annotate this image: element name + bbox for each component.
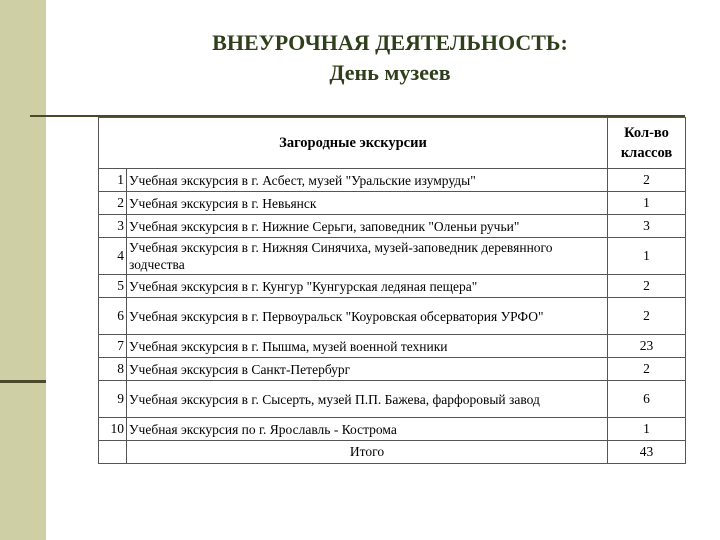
row-class-count: 2 [608, 169, 686, 192]
table-header-row [99, 118, 686, 169]
row-class-count: 2 [608, 358, 686, 381]
row-excursion-name: Учебная экскурсия в г. Пышма, музей военной техники [127, 335, 608, 358]
row-class-count: 3 [608, 215, 686, 238]
slide-title-line1: ВНЕУРОЧНАЯ ДЕЯТЕЛЬНОСТЬ: [212, 30, 568, 55]
row-excursion-name: Учебная экскурсия в Санкт-Петербург [127, 358, 608, 381]
row-class-count: 23 [608, 335, 686, 358]
header-excursions: Загородные экскурсии [99, 118, 608, 169]
row-number: 3 [99, 215, 127, 238]
total-value: 43 [608, 441, 686, 464]
table-total-row [99, 441, 686, 464]
row-excursion-name: Учебная экскурсия в г. Нижние Серьги, заповедник "Оленьи ручьи" [127, 215, 608, 238]
table-row [99, 335, 686, 358]
row-class-count: 2 [608, 275, 686, 298]
header-count-line2: классов [620, 145, 673, 161]
row-excursion-name: Учебная экскурсия в г. Сысерть, музей П.П. Бажева, фарфоровый завод [127, 381, 608, 418]
row-class-count: 1 [608, 192, 686, 215]
row-number: 4 [99, 238, 127, 275]
table-row [99, 418, 686, 441]
row-number: 2 [99, 192, 127, 215]
row-class-count: 1 [608, 418, 686, 441]
table-row [99, 298, 686, 335]
table-row [99, 169, 686, 192]
row-number: 7 [99, 335, 127, 358]
excursions-table [98, 117, 686, 464]
row-number: 5 [99, 275, 127, 298]
row-class-count: 1 [608, 238, 686, 275]
slide-title [60, 28, 720, 88]
table-row [99, 381, 686, 418]
row-number: 6 [99, 298, 127, 335]
row-excursion-name: Учебная экскурсия в г. Первоуральск "Коуровская обсерватория УРФО" [127, 298, 608, 335]
total-empty-cell [99, 441, 127, 464]
table-row [99, 275, 686, 298]
row-excursion-name: Учебная экскурсия в г. Нижняя Синячиха, музей-заповедник деревянного зодчества [127, 238, 608, 275]
table-row [99, 358, 686, 381]
table-row [99, 238, 686, 275]
total-label: Итого [127, 441, 608, 464]
row-class-count: 6 [608, 381, 686, 418]
row-number: 8 [99, 358, 127, 381]
header-count-line1: Кол-во [624, 125, 669, 141]
side-decoration-line [0, 380, 46, 383]
row-excursion-name: Учебная экскурсия в г. Невьянск [127, 192, 608, 215]
table-row [99, 192, 686, 215]
row-excursion-name: Учебная экскурсия в г. Кунгур "Кунгурская ледяная пещера" [127, 275, 608, 298]
row-number: 1 [99, 169, 127, 192]
row-number: 9 [99, 381, 127, 418]
header-class-count [608, 118, 686, 169]
row-class-count: 2 [608, 298, 686, 335]
side-decoration-bar [0, 0, 46, 540]
table-row [99, 215, 686, 238]
slide-title-line2: День музеев [329, 60, 451, 85]
row-number: 10 [99, 418, 127, 441]
row-excursion-name: Учебная экскурсия по г. Ярославль - Кострома [127, 418, 608, 441]
row-excursion-name: Учебная экскурсия в г. Асбест, музей "Уральские изумруды" [127, 169, 608, 192]
